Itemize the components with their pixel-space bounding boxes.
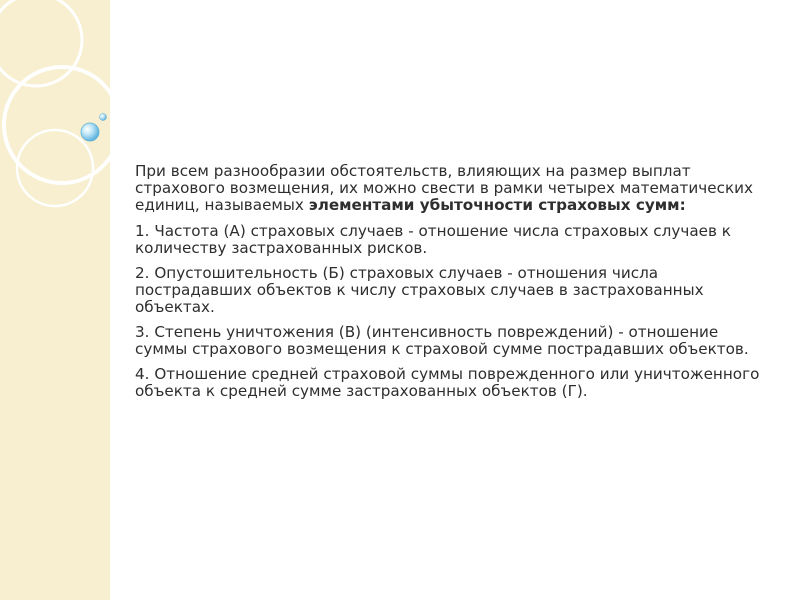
ring-small	[17, 130, 93, 206]
list-item: 4. Отношение средней страховой суммы поврежденного или уничтоженного объекта к средней сумме застрахованных объектов (Г).	[135, 365, 760, 400]
intro-text: При всем разнообразии обстоятельств, влияющих на размер выплат страхового возмещения, их можно свести в рамки четырех математических единиц, называемых	[135, 162, 753, 214]
ring-top	[0, 0, 82, 86]
list-item: 3. Степень уничтожения (В) (интенсивность повреждений) - отношение суммы страхового возмещения к страховой сумме пострадавших объектов.	[135, 323, 749, 358]
list-item: 1. Частота (А) страховых случаев - отношение числа страховых случаев к количеству застрахованных рисков.	[135, 222, 731, 257]
list-item: 2. Опустошительность (Б) страховых случаев - отношения числа пострадавших объектов к числу страховых случаев в застрахованных объектах.	[135, 264, 704, 316]
slide-body	[135, 163, 775, 408]
bubble-small	[100, 114, 107, 121]
intro-paragraph	[135, 163, 775, 214]
intro-bold-term: элементами убыточности страховых сумм:	[308, 196, 686, 214]
bubble-large	[81, 123, 99, 141]
